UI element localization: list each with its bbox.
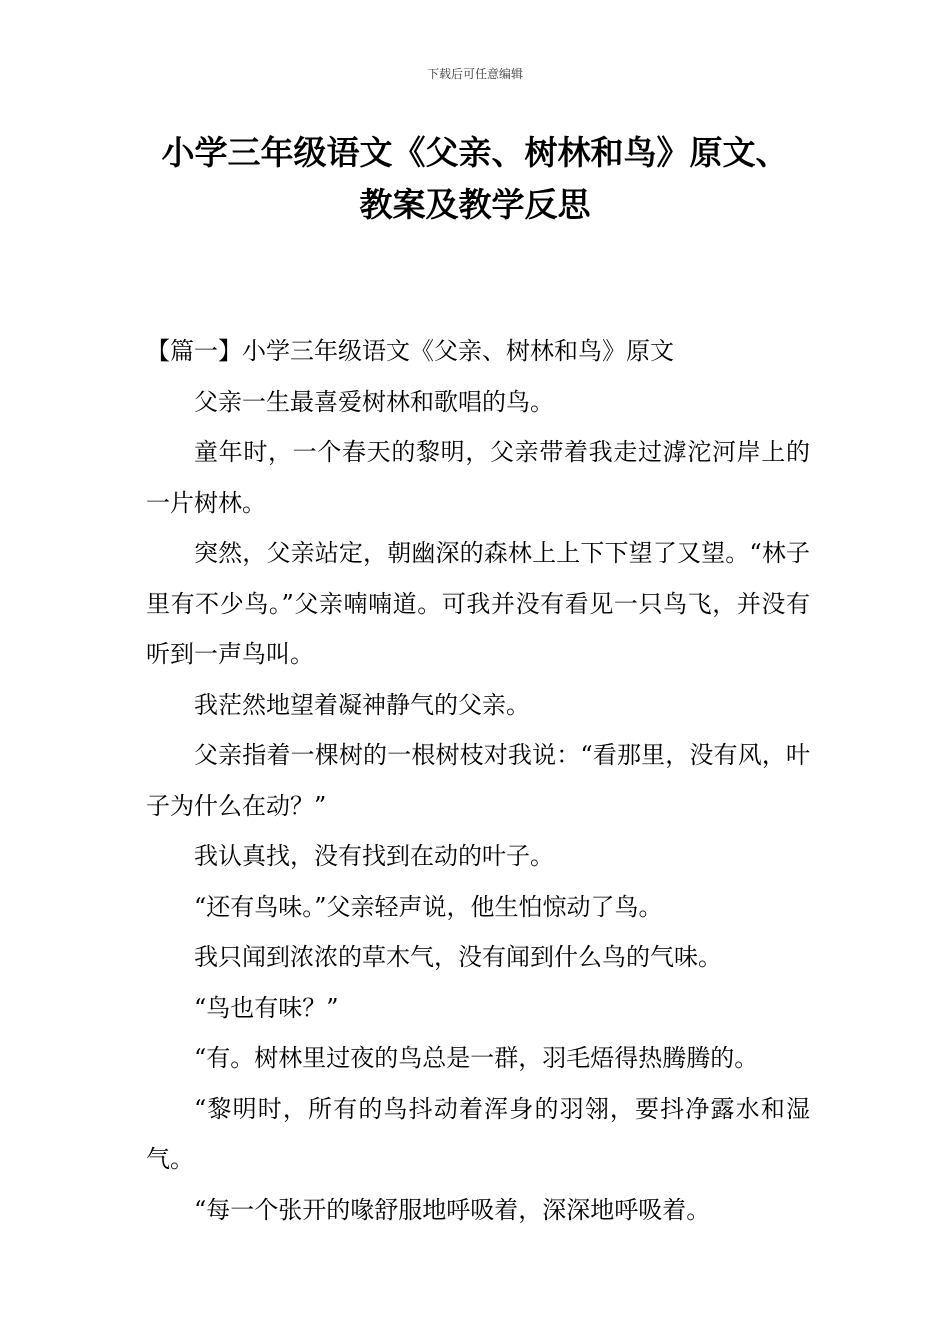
section-heading: 【篇一】小学三年级语文《父亲、树林和鸟》原文 bbox=[146, 337, 674, 365]
title-line-1: 小学三年级语文《父亲、树林和鸟》原文、 bbox=[161, 133, 789, 172]
paragraph: 我只闻到浓浓的草木气，没有闻到什么鸟的气味。 bbox=[194, 943, 722, 971]
paragraph: “有。树林里过夜的鸟总是一群，羽毛焐得热腾腾的。 bbox=[194, 1044, 759, 1072]
paragraph: 我茫然地望着凝神静气的父亲。 bbox=[194, 690, 530, 719]
paragraph: 童年时，一个春天的黎明，父亲带着我走过滹沱河岸上的一片树林。 bbox=[146, 438, 810, 517]
title-line-2: 教案及教学反思 bbox=[359, 185, 591, 224]
paragraph: “还有鸟味。”父亲轻声说，他生怕惊动了鸟。 bbox=[194, 892, 663, 921]
paragraph: “鸟也有味？” bbox=[194, 993, 339, 1022]
paragraph: 我认真找，没有找到在动的叶子。 bbox=[194, 842, 554, 870]
header-note: 下载后可任意编辑 bbox=[426, 67, 523, 81]
document-body bbox=[146, 326, 810, 1235]
paragraph: “黎明时，所有的鸟抖动着浑身的羽翎，要抖净露水和湿气。 bbox=[146, 1094, 810, 1173]
paragraph: 父亲一生最喜爱树林和歌唱的鸟。 bbox=[194, 387, 554, 416]
paragraph: 突然，父亲站定，朝幽深的森林上上下下望了又望。“林子里有不少鸟。”父亲喃喃道。可我并没有看见一只鸟飞，并没有听到一声鸟叫。 bbox=[146, 539, 810, 668]
paragraph: 父亲指着一棵树的一根树枝对我说：“看那里，没有风，叶子为什么在动？” bbox=[146, 741, 810, 820]
paragraph: “每一个张开的喙舒服地呼吸着，深深地呼吸着。 bbox=[194, 1195, 711, 1224]
document-title bbox=[100, 127, 850, 231]
